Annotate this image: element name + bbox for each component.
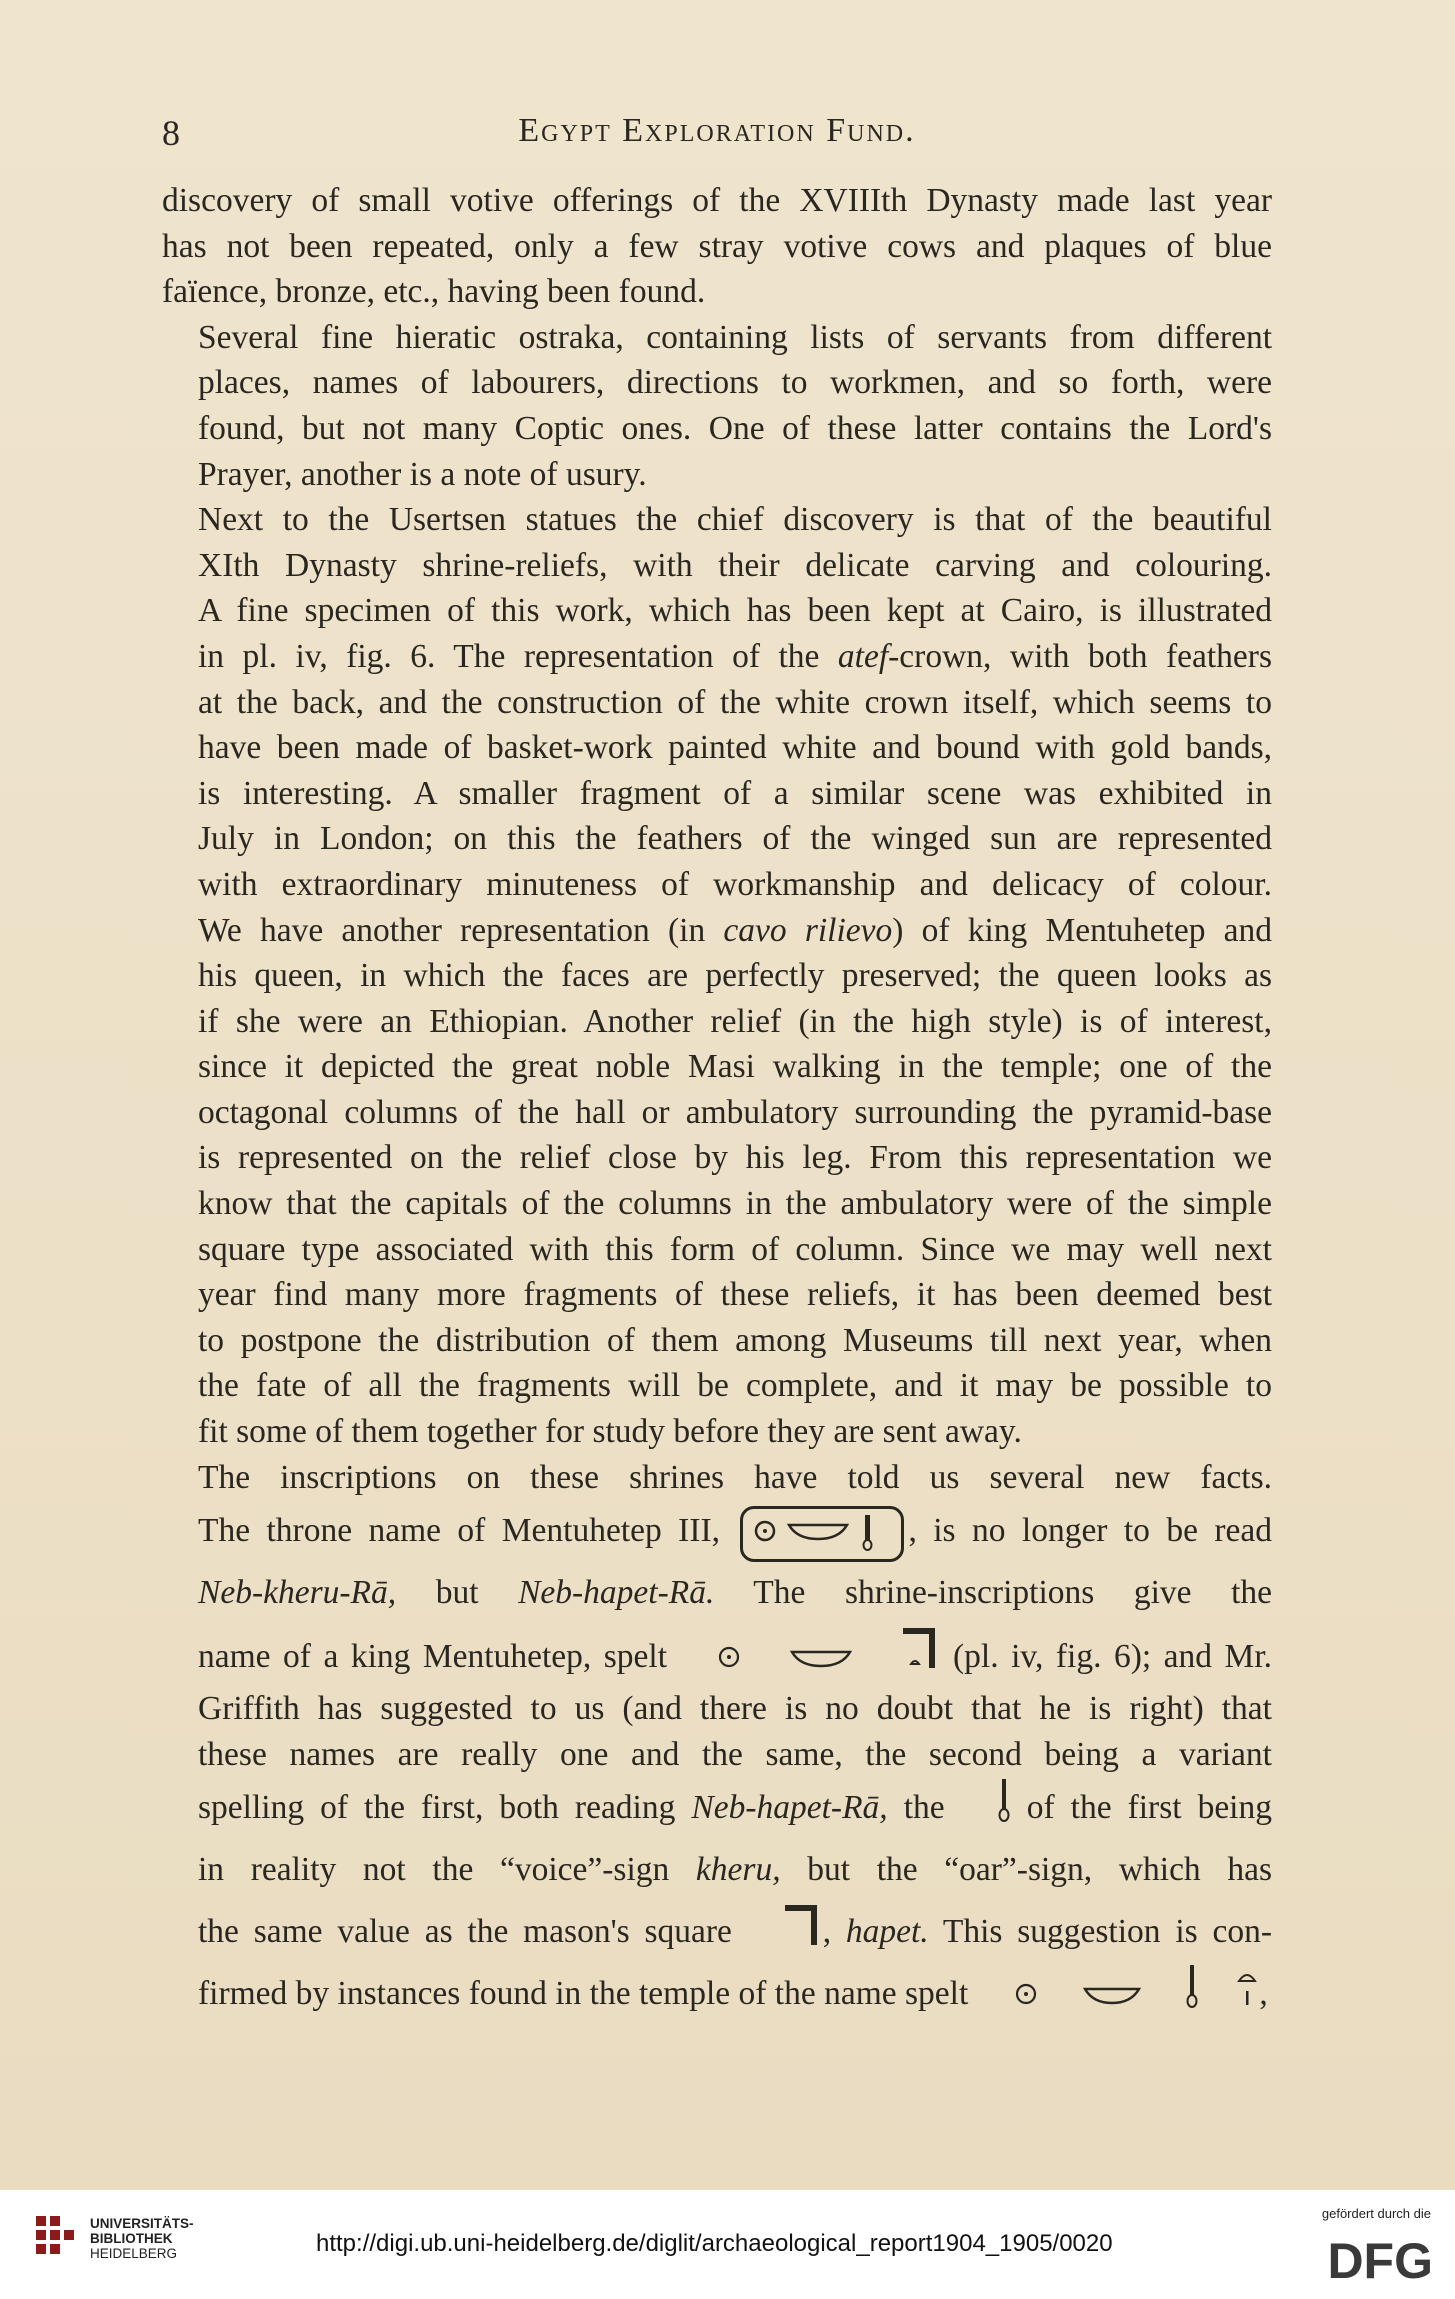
text-line: in reality not the “voice”-sign kheru, but the “oar”-sign, which has — [198, 1851, 1272, 1889]
mason-square-icon — [865, 1624, 941, 1695]
text-line: found, but not many Coptic ones. One of these latter contains the Lord's — [198, 409, 1272, 447]
text-line: the same value as the mason's square , hapet. This suggestion is con- — [162, 1901, 1272, 1963]
text-line: octagonal columns of the hall or ambulatory surrounding the pyramid-base — [198, 1093, 1272, 1131]
paragraph-3 — [162, 497, 1272, 1454]
text-line: The inscriptions on these shrines have told us several new facts. — [198, 1458, 1272, 1496]
text-line: his queen, in which the faces are perfectly preserved; the queen looks as — [198, 957, 1272, 995]
library-name: UNIVERSITÄTS- BIBLIOTHEK HEIDELBERG — [90, 2216, 194, 2261]
text-line: name of a king Mentuhetep, spelt (pl. iv, fig. 6); and Mr. — [162, 1624, 1272, 1686]
italic-term: cavo rilievo — [723, 911, 893, 949]
basket-icon — [1047, 1966, 1141, 2028]
text-line: year find many more fragments of these reliefs, it has been deemed best — [198, 1276, 1272, 1314]
dfg-logo — [1285, 2230, 1435, 2286]
text-line: discovery of small votive offerings of the XVIIIth Dynasty made last year — [162, 182, 1272, 219]
text-line: since it depicted the great noble Masi walking in the temple; one of the — [198, 1048, 1272, 1086]
italic-term: atef — [837, 637, 889, 675]
text-line: the fate of all the fragments will be complete, and it may be possible to — [198, 1367, 1272, 1405]
text-line: to postpone the distribution of them among Museums till next year, when — [198, 1321, 1272, 1359]
text-line: places, names of labourers, directions to workmen, and so forth, were — [198, 364, 1272, 402]
italic-term: Neb-hapet-Rā. — [518, 1574, 715, 1612]
dfg-logo-text: DFG — [1327, 2233, 1433, 2286]
digitization-footer — [0, 2190, 1455, 2299]
sun-disc-icon — [680, 1629, 742, 1691]
text-line: Prayer, another is a note of usury. — [198, 455, 647, 493]
cartouche-glyph — [740, 1506, 904, 1562]
italic-term: kheru, — [695, 1851, 781, 1889]
italic-term: Neb-hapet-Rā, — [691, 1789, 888, 1827]
text-line: have been made of basket-work painted white and bound with gold bands, — [198, 729, 1272, 767]
text-line: A fine specimen of this work, which has been kept at Cairo, is illustrated — [198, 592, 1272, 630]
sun-disc-icon — [977, 1966, 1039, 2028]
paragraph-1 — [162, 178, 1272, 315]
italic-term: hapet. — [845, 1913, 929, 1951]
text-line: with extraordinary minuteness of workmanship and delicacy of colour. — [198, 865, 1272, 903]
sponsor-text: gefördert durch die — [1321, 2206, 1431, 2221]
paragraph-2 — [162, 315, 1272, 497]
oar-icon — [961, 1777, 1011, 1844]
text-line: July in London; on this the feathers of the winged sun are represented — [198, 820, 1272, 858]
text-line: The throne name of Mentuhetep III, , is no longer to be read — [162, 1500, 1272, 1562]
text-line: these names are really one and the same, the second being a variant — [198, 1735, 1272, 1773]
text-line: XIth Dynasty shrine-reliefs, with their delicate carving and colouring. — [198, 546, 1272, 584]
text-line: spelling of the first, both reading Neb-hapet-Rā, the of the first being — [162, 1777, 1272, 1839]
text-line: square type associated with this form of column. Since we may well next — [198, 1230, 1272, 1268]
mason-square-icon — [747, 1901, 823, 1968]
permalink-url[interactable]: http://digi.ub.uni-heidelberg.de/diglit/archaeological_report1904_1905/0020 — [316, 2230, 1113, 2257]
basket-icon — [754, 1629, 852, 1691]
body-text — [162, 178, 1272, 2025]
text-line: in pl. iv, fig. 6. The representation of the atef-crown, with both feathers — [198, 637, 1272, 675]
text-line: is represented on the relief close by his leg. From this representation we — [198, 1139, 1272, 1177]
page-number: 8 — [162, 113, 180, 153]
text-line: has not been repeated, only a few stray votive cows and plaques of blue — [162, 227, 1272, 265]
library-logo-icon — [32, 2212, 82, 2272]
italic-term: Neb-kheru-Rā, — [198, 1574, 397, 1612]
journal-title: Egypt Exploration Fund. — [518, 112, 916, 149]
oar-icon — [1149, 1963, 1199, 2030]
text-line: Griffith has suggested to us (and there is no doubt that he is right) that — [198, 1690, 1272, 1728]
text-line: faïence, bronze, etc., having been found. — [162, 273, 706, 311]
text-line: if she were an Ethiopian. Another relief (in the high style) is of interest, — [198, 1002, 1272, 1040]
text-line: firmed by instances found in the temple of the name spelt , — [162, 1963, 1272, 2025]
text-line: We have another representation (in cavo rilievo) of king Mentuhetep and — [198, 911, 1273, 949]
text-line: is interesting. A smaller fragment of a similar scene was exhibited in — [198, 774, 1272, 812]
paragraph-4 — [162, 1455, 1272, 2026]
text-line: Several fine hieratic ostraka, containing lists of servants from different — [198, 318, 1272, 356]
mouth-icon — [1199, 1963, 1259, 2030]
text-line: Next to the Usertsen statues the chief discovery is that of the beautiful — [198, 501, 1272, 539]
running-head — [162, 112, 1272, 172]
text-line: know that the capitals of the columns in the ambulatory were of the simple — [198, 1185, 1272, 1223]
text-line: fit some of them together for study before they are sent away. — [198, 1413, 1022, 1451]
text-line: Neb-kheru-Rā, but Neb-hapet-Rā. The shrine-inscriptions give the — [198, 1574, 1272, 1612]
text-line: at the back, and the construction of the white crown itself, which seems to — [198, 683, 1272, 721]
